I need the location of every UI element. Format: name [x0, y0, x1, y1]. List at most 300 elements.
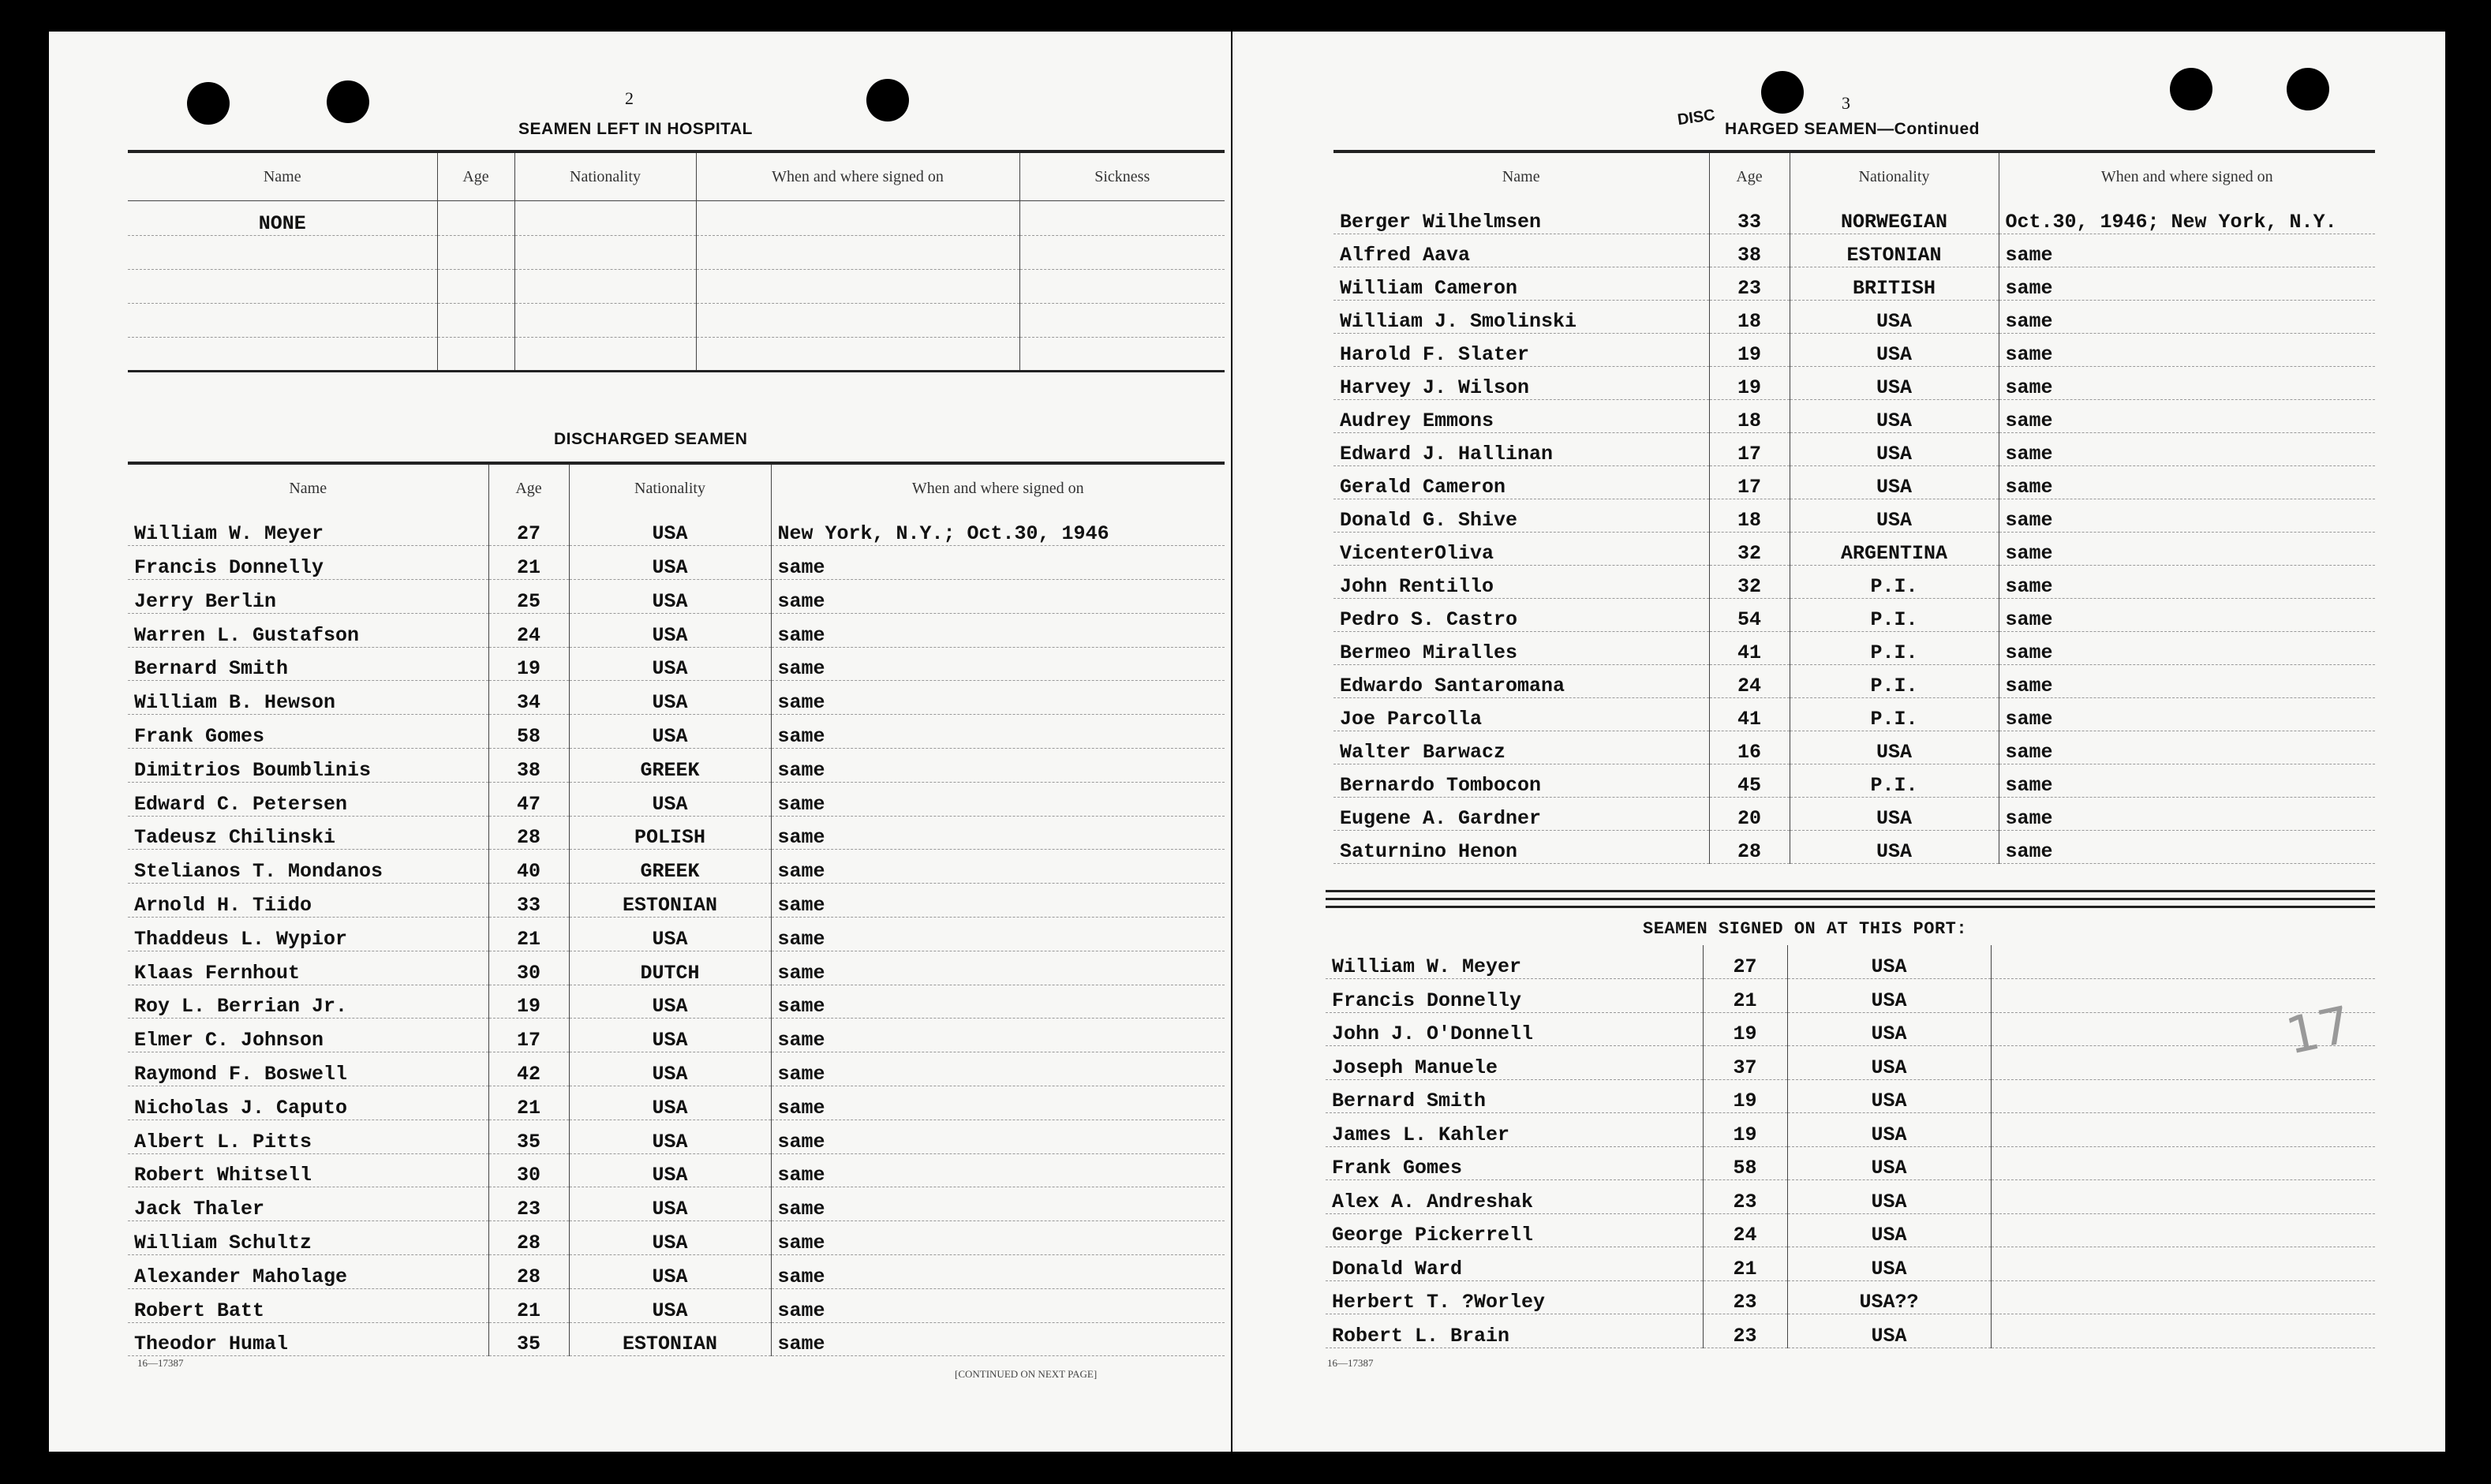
table-row [1333, 499, 2375, 532]
table-row [128, 546, 1225, 580]
nationality-cell: USA [569, 985, 771, 1019]
discharged-continued-table [1333, 150, 2375, 864]
table-row [128, 1019, 1225, 1052]
name-cell: Donald G. Shive [1333, 499, 1709, 532]
signed-on-cell: same [771, 749, 1225, 783]
table-row [128, 647, 1225, 681]
table-row [1333, 267, 2375, 300]
nationality-cell: P.I. [1790, 697, 1999, 731]
name-cell: Jerry Berlin [128, 580, 488, 614]
nationality-cell: USA [1787, 1113, 1991, 1147]
signed-on-cell: same [771, 1153, 1225, 1187]
table-row [1326, 1113, 2375, 1147]
name-cell: John J. O'Donnell [1326, 1012, 1703, 1046]
signed-on-title: SEAMEN SIGNED ON AT THIS PORT: [1643, 919, 1968, 939]
nationality-cell: P.I. [1790, 598, 1999, 631]
signed-on-cell: same [771, 1288, 1225, 1322]
name-cell: Gerald Cameron [1333, 465, 1709, 499]
signed-on-cell: same [1999, 697, 2375, 731]
name-cell: Roy L. Berrian Jr. [128, 985, 488, 1019]
name-cell: Edward J. Hallinan [1333, 432, 1709, 465]
signed-on-cell: same [1999, 598, 2375, 631]
name-cell: Bernard Smith [128, 647, 488, 681]
signed-on-cell: New York, N.Y.; Oct.30, 1946 [771, 512, 1225, 546]
table-row [1326, 945, 2375, 979]
table-row [128, 1086, 1225, 1120]
nationality-cell: DUTCH [569, 951, 771, 985]
table-row [1333, 731, 2375, 764]
nationality-cell: ESTONIAN [569, 884, 771, 918]
header-name: Name [289, 479, 327, 497]
nationality-cell: USA [1787, 1180, 1991, 1214]
age-cell: 34 [488, 681, 569, 715]
age-cell: 21 [488, 918, 569, 951]
age-cell: 18 [1709, 499, 1790, 532]
name-cell: Raymond F. Boswell [128, 1052, 488, 1086]
header-sickness: Sickness [1019, 151, 1225, 201]
signed-on-cell [1991, 1113, 2375, 1147]
name-cell: Nicholas J. Caputo [128, 1086, 488, 1120]
nationality-cell: USA [569, 512, 771, 546]
signed-on-cell: same [771, 1120, 1225, 1153]
signed-on-cell [1991, 1180, 2375, 1214]
table-row [1333, 764, 2375, 797]
table-row [1333, 465, 2375, 499]
table-row [1326, 1046, 2375, 1080]
name-cell: William W. Meyer [1326, 945, 1703, 979]
signed-on-cell: same [771, 647, 1225, 681]
nationality-cell: ARGENTINA [1790, 532, 1999, 565]
table-row [128, 749, 1225, 783]
name-cell: Alex A. Andreshak [1326, 1180, 1703, 1214]
table-row [1333, 664, 2375, 697]
age-cell: 16 [1709, 731, 1790, 764]
table-row [1326, 1213, 2375, 1247]
name-cell: VicenterOliva [1333, 532, 1709, 565]
signed-on-cell: same [771, 1019, 1225, 1052]
signed-on-cell: same [771, 850, 1225, 884]
age-cell: 18 [1709, 300, 1790, 333]
signed-on-cell [1991, 1213, 2375, 1247]
table-row [1333, 532, 2375, 565]
table-row [1333, 300, 2375, 333]
nationality-cell: BRITISH [1790, 267, 1999, 300]
table-row [1333, 333, 2375, 366]
punch-hole [187, 82, 230, 125]
signed-on-cell: same [771, 1052, 1225, 1086]
age-cell: 23 [1703, 1280, 1787, 1314]
signed-on-cell: same [771, 884, 1225, 918]
hospital-title: SEAMEN LEFT IN HOSPITAL [518, 120, 753, 138]
signed-on-cell: same [771, 715, 1225, 749]
name-cell: Bermeo Miralles [1333, 631, 1709, 664]
table-row [128, 951, 1225, 985]
punch-hole [327, 80, 369, 123]
signed-on-cell: same [771, 681, 1225, 715]
name-cell: William Schultz [128, 1221, 488, 1255]
nationality-cell: USA [1790, 399, 1999, 432]
table-row [128, 1255, 1225, 1289]
signed-on-cell: same [1999, 797, 2375, 830]
age-cell: 32 [1709, 565, 1790, 598]
nationality-cell: USA [1787, 1079, 1991, 1113]
name-cell: Bernardo Tombocon [1333, 764, 1709, 797]
table-row [1326, 1146, 2375, 1180]
name-cell: William W. Meyer [128, 512, 488, 546]
discharged-title: DISCHARGED SEAMEN [554, 430, 748, 448]
name-cell: Alexander Maholage [128, 1255, 488, 1289]
table-row [128, 715, 1225, 749]
nationality-cell: USA [569, 1221, 771, 1255]
signed-on-cell: same [771, 985, 1225, 1019]
name-cell: Dimitrios Boumblinis [128, 749, 488, 783]
punch-hole [866, 79, 909, 121]
signed-on-cell: same [771, 782, 1225, 816]
table-row [128, 512, 1225, 546]
header-age: Age [437, 151, 514, 201]
age-cell: 28 [488, 1255, 569, 1289]
age-cell: 24 [1709, 664, 1790, 697]
age-cell: 19 [488, 985, 569, 1019]
table-row [1326, 1314, 2375, 1348]
nationality-cell: USA [569, 1187, 771, 1221]
nationality-cell: USA [569, 1019, 771, 1052]
table-row [128, 1221, 1225, 1255]
name-cell: Joseph Manuele [1326, 1046, 1703, 1080]
table-row [128, 985, 1225, 1019]
nationality-cell: USA [569, 613, 771, 647]
signed-on-cell: same [771, 1086, 1225, 1120]
age-cell: 35 [488, 1322, 569, 1356]
signed-on-cell: Oct.30, 1946; New York, N.Y. [1999, 200, 2375, 234]
signed-on-cell: same [1999, 664, 2375, 697]
signed-on-cell: same [1999, 499, 2375, 532]
punch-hole [1761, 71, 1804, 114]
name-cell: Robert L. Brain [1326, 1314, 1703, 1348]
table-row [128, 681, 1225, 715]
nationality-cell: USA [1790, 797, 1999, 830]
name-cell: Edwardo Santaromana [1333, 664, 1709, 697]
left-page [49, 32, 1231, 1452]
signed-on-cell: same [771, 1322, 1225, 1356]
header-nationality: Nationality [1790, 151, 1999, 200]
signed-on-cell: same [1999, 399, 2375, 432]
name-cell: Klaas Fernhout [128, 951, 488, 985]
age-cell: 19 [1703, 1012, 1787, 1046]
nationality-cell: ESTONIAN [569, 1322, 771, 1356]
header-age: Age [488, 463, 569, 512]
name-cell: Frank Gomes [128, 715, 488, 749]
age-cell: 41 [1709, 697, 1790, 731]
age-cell: 17 [1709, 465, 1790, 499]
table-row [128, 580, 1225, 614]
name-cell: Francis Donnelly [1326, 979, 1703, 1013]
age-cell: 21 [1703, 979, 1787, 1013]
form-number: 16—17387 [1327, 1357, 1374, 1369]
header-signed-on: When and where signed on [771, 463, 1225, 512]
nationality-cell: USA [569, 1052, 771, 1086]
table-row [1333, 797, 2375, 830]
signed-on-cell: same [771, 1221, 1225, 1255]
age-cell: 47 [488, 782, 569, 816]
nationality-cell: USA [1787, 979, 1991, 1013]
name-cell: Bernard Smith [1326, 1079, 1703, 1113]
table-row [1333, 234, 2375, 267]
continued-note: [CONTINUED ON NEXT PAGE] [955, 1368, 1098, 1380]
right-page [1232, 32, 2445, 1452]
age-cell: 18 [1709, 399, 1790, 432]
signed-on-cell: same [771, 951, 1225, 985]
table-row [1326, 1247, 2375, 1281]
name-cell: Robert Whitsell [128, 1153, 488, 1187]
name-cell: James L. Kahler [1326, 1113, 1703, 1147]
signed-on-cell: same [1999, 565, 2375, 598]
signed-on-cell: same [1999, 432, 2375, 465]
punch-hole [2287, 68, 2329, 110]
age-cell: 19 [488, 647, 569, 681]
signed-on-cell: same [1999, 465, 2375, 499]
nationality-cell: USA [569, 546, 771, 580]
name-cell: Donald Ward [1326, 1247, 1703, 1281]
table-row [128, 918, 1225, 951]
age-cell: 58 [1703, 1146, 1787, 1180]
punch-hole [2170, 68, 2212, 110]
nationality-cell: USA [1790, 731, 1999, 764]
signed-on-cell: same [1999, 631, 2375, 664]
signed-on-cell [1991, 1247, 2375, 1281]
name-cell: Theodor Humal [128, 1322, 488, 1356]
nationality-cell: USA [1787, 1213, 1991, 1247]
name-cell: Elmer C. Johnson [128, 1019, 488, 1052]
age-cell: 42 [488, 1052, 569, 1086]
age-cell: 58 [488, 715, 569, 749]
header-nationality: Nationality [569, 463, 771, 512]
name-cell: Harvey J. Wilson [1333, 366, 1709, 399]
age-cell: 23 [1703, 1180, 1787, 1214]
name-cell: William Cameron [1333, 267, 1709, 300]
nationality-cell: USA [1787, 1012, 1991, 1046]
age-cell: 40 [488, 850, 569, 884]
age-cell: 30 [488, 951, 569, 985]
table-row [1326, 1180, 2375, 1214]
nationality-cell: P.I. [1790, 664, 1999, 697]
age-cell: 33 [1709, 200, 1790, 234]
age-cell: 54 [1709, 598, 1790, 631]
age-cell: 32 [1709, 532, 1790, 565]
age-cell: 28 [1709, 830, 1790, 863]
nationality-cell: POLISH [569, 816, 771, 850]
table-row [1326, 1280, 2375, 1314]
name-cell: George Pickerrell [1326, 1213, 1703, 1247]
table-row [128, 1288, 1225, 1322]
name-cell: Joe Parcolla [1333, 697, 1709, 731]
nationality-cell: USA [1790, 366, 1999, 399]
table-row [1333, 366, 2375, 399]
age-cell: 21 [1703, 1247, 1787, 1281]
name-cell: Audrey Emmons [1333, 399, 1709, 432]
table-row [128, 1153, 1225, 1187]
signed-on-cell: same [771, 1187, 1225, 1221]
table-row [1333, 631, 2375, 664]
nationality-cell: P.I. [1790, 764, 1999, 797]
nationality-cell: USA [569, 918, 771, 951]
name-cell: Alfred Aava [1333, 234, 1709, 267]
table-row [1326, 1079, 2375, 1113]
name-cell: Saturnino Henon [1333, 830, 1709, 863]
name-cell: John Rentillo [1333, 565, 1709, 598]
signed-on-cell: same [1999, 830, 2375, 863]
signed-on-cell: same [1999, 333, 2375, 366]
age-cell: 20 [1709, 797, 1790, 830]
header-nationality: Nationality [514, 151, 696, 201]
age-cell: 27 [1703, 945, 1787, 979]
age-cell: 33 [488, 884, 569, 918]
signed-on-cell [1991, 945, 2375, 979]
nationality-cell: USA [569, 1288, 771, 1322]
age-cell: 21 [488, 546, 569, 580]
age-cell: 17 [1709, 432, 1790, 465]
form-number: 16—17387 [137, 1357, 184, 1369]
table-row [1326, 979, 2375, 1013]
age-cell: 28 [488, 816, 569, 850]
table-row [128, 613, 1225, 647]
hospital-table [128, 150, 1225, 372]
age-cell: 24 [488, 613, 569, 647]
signed-on-cell: same [771, 546, 1225, 580]
nationality-cell: USA [1790, 499, 1999, 532]
section-divider [1326, 890, 2375, 892]
header-signed-on: When and where signed on [696, 151, 1019, 201]
age-cell: 19 [1709, 333, 1790, 366]
signed-on-cell: same [1999, 764, 2375, 797]
name-cell: Thaddeus L. Wypior [128, 918, 488, 951]
nationality-cell: USA [569, 1086, 771, 1120]
age-cell: 23 [1703, 1314, 1787, 1348]
handwritten-mark: 17 [2281, 996, 2357, 1067]
table-row [1333, 565, 2375, 598]
nationality-cell: GREEK [569, 749, 771, 783]
header-name: Name [263, 167, 301, 185]
nationality-cell: USA [569, 647, 771, 681]
age-cell: 30 [488, 1153, 569, 1187]
header-signed-on: When and where signed on [1999, 151, 2375, 200]
signed-on-cell: same [1999, 300, 2375, 333]
nationality-cell: USA [1790, 300, 1999, 333]
age-cell: 21 [488, 1288, 569, 1322]
age-cell: 28 [488, 1221, 569, 1255]
age-cell: 37 [1703, 1046, 1787, 1080]
age-cell: 41 [1709, 631, 1790, 664]
nationality-cell: USA [1790, 830, 1999, 863]
name-cell: Francis Donnelly [128, 546, 488, 580]
table-row [128, 884, 1225, 918]
age-cell: 38 [488, 749, 569, 783]
table-row [1326, 1012, 2375, 1046]
nationality-cell: GREEK [569, 850, 771, 884]
nationality-cell: USA [569, 1153, 771, 1187]
page-number: 2 [625, 88, 634, 108]
signed-on-cell: same [1999, 731, 2375, 764]
nationality-cell: USA [1790, 465, 1999, 499]
name-cell: William B. Hewson [128, 681, 488, 715]
table-row [128, 1120, 1225, 1153]
signed-on-cell [1991, 1280, 2375, 1314]
header-age: Age [1709, 151, 1790, 200]
name-cell: Walter Barwacz [1333, 731, 1709, 764]
table-row [1333, 399, 2375, 432]
page-number: 3 [1842, 93, 1850, 113]
age-cell: 23 [1709, 267, 1790, 300]
nationality-cell: USA [569, 1120, 771, 1153]
header-name: Name [1502, 167, 1540, 185]
table-row [128, 816, 1225, 850]
age-cell: 19 [1709, 366, 1790, 399]
age-cell: 19 [1703, 1113, 1787, 1147]
signed-on-cell: same [1999, 234, 2375, 267]
signed-on-cell: same [771, 1255, 1225, 1289]
name-cell: William J. Smolinski [1333, 300, 1709, 333]
age-cell: 27 [488, 512, 569, 546]
nationality-cell: USA [1790, 333, 1999, 366]
nationality-cell: USA [1790, 432, 1999, 465]
age-cell: 24 [1703, 1213, 1787, 1247]
signed-on-cell: same [1999, 267, 2375, 300]
table-row [1333, 200, 2375, 234]
age-cell: 21 [488, 1086, 569, 1120]
signed-on-cell: same [771, 613, 1225, 647]
discharged-table [128, 462, 1225, 1356]
signed-on-cell: same [771, 816, 1225, 850]
nationality-cell: USA [569, 580, 771, 614]
name-cell: Tadeusz Chilinski [128, 816, 488, 850]
age-cell: 23 [488, 1187, 569, 1221]
name-cell: Herbert T. ?Worley [1326, 1280, 1703, 1314]
nationality-cell: USA [569, 782, 771, 816]
name-cell: Arnold H. Tiido [128, 884, 488, 918]
table-row [1333, 432, 2375, 465]
section-divider [1326, 898, 2375, 900]
name-cell: Stelianos T. Mondanos [128, 850, 488, 884]
nationality-cell: USA [569, 681, 771, 715]
table-row [1333, 598, 2375, 631]
nationality-cell: USA?? [1787, 1280, 1991, 1314]
signed-on-table [1326, 945, 2375, 1348]
age-cell: 38 [1709, 234, 1790, 267]
name-cell: Frank Gomes [1326, 1146, 1703, 1180]
name-cell: Albert L. Pitts [128, 1120, 488, 1153]
name-cell: Eugene A. Gardner [1333, 797, 1709, 830]
nationality-cell: ESTONIAN [1790, 234, 1999, 267]
age-cell: 45 [1709, 764, 1790, 797]
signed-on-cell: same [1999, 366, 2375, 399]
hospital-entry: NONE [128, 201, 437, 236]
name-cell: Berger Wilhelmsen [1333, 200, 1709, 234]
signed-on-cell: same [771, 580, 1225, 614]
table-row [128, 782, 1225, 816]
signed-on-cell: same [771, 918, 1225, 951]
name-cell: Harold F. Slater [1333, 333, 1709, 366]
nationality-cell: P.I. [1790, 631, 1999, 664]
name-cell: Pedro S. Castro [1333, 598, 1709, 631]
table-row [128, 1052, 1225, 1086]
nationality-cell: USA [569, 715, 771, 749]
table-row [128, 1322, 1225, 1356]
discharged-continued-title: HARGED SEAMEN—Continued [1725, 120, 1980, 138]
nationality-cell: P.I. [1790, 565, 1999, 598]
nationality-cell: USA [1787, 1046, 1991, 1080]
signed-on-cell [1991, 1146, 2375, 1180]
signed-on-cell: same [1999, 532, 2375, 565]
